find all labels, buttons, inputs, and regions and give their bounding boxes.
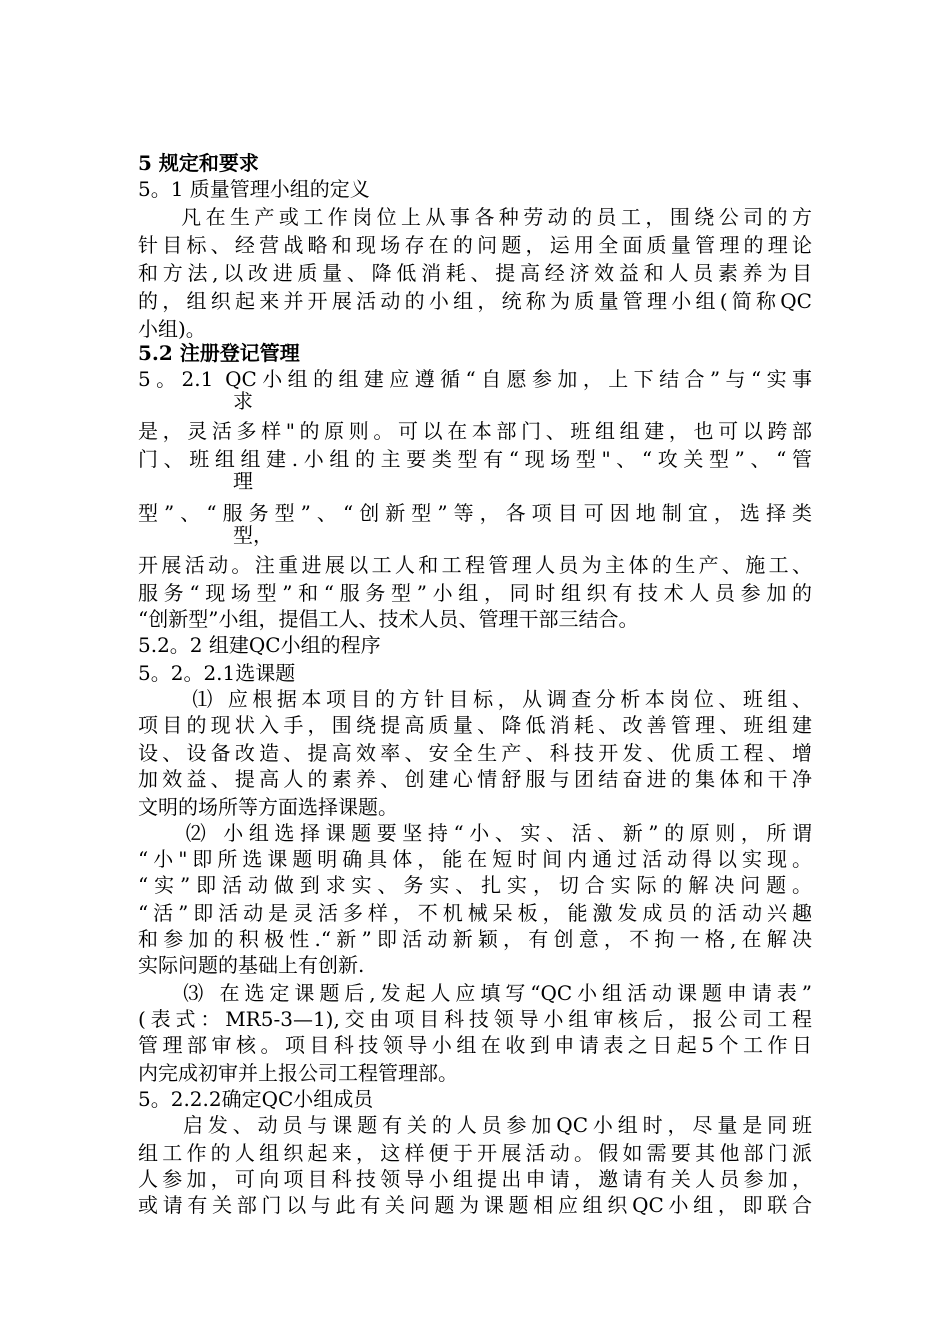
text-line: 内完成初审并上报公司工程管理部。 <box>138 1061 458 1085</box>
text-line: “活”即活动是灵活多样，不机械呆板，能激发成员的活动兴趣 <box>138 901 812 925</box>
text-line: 文明的场所等方面选择课题。 <box>138 795 398 819</box>
text-line: 人参加，可向项目科技领导小组提出申请，邀请有关人员参加， <box>138 1167 812 1191</box>
subsection-heading: 5.2 注册登记管理 <box>138 341 300 365</box>
wrap-fragment: 型， <box>233 523 273 547</box>
text-line: 服务“现场型”和“服务型”小组，同时组织有技术人员参加的 <box>138 581 812 605</box>
text-line: 管理部审核。项目科技领导小组在收到申请表之日起5个工作日 <box>138 1033 812 1057</box>
subsection-heading: 5.2。2 组建QC小组的程序 <box>138 633 381 657</box>
text-line: ⑵ 小组选择课题要坚持“小、实、活、新”的原则，所谓 <box>138 821 812 845</box>
text-line: 和参加的积极性.“新”即活动新颖，有创意，不拘一格,在解决 <box>138 927 812 951</box>
text-line: 开展活动。注重进展以工人和工程管理人员为主体的生产、施工、 <box>138 553 812 577</box>
text-line: 的，组织起来并开展活动的小组，统称为质量管理小组(简称QC <box>138 289 812 313</box>
text-line: “创新型”小组，提倡工人、技术人员、管理干部三结合。 <box>138 607 639 631</box>
text-line: 加效益、提高人的素养、创建心情舒服与团结奋进的集体和干净 <box>138 767 812 791</box>
text-line: 5。2.1 QC小组的组建应遵循“自愿参加，上下结合”与“实事 <box>138 367 812 391</box>
subsection-heading: 5。2.2.2确定QC小组成员 <box>138 1087 374 1111</box>
text-line: 凡在生产或工作岗位上从事各种劳动的员工，围绕公司的方 <box>138 205 812 229</box>
wrap-fragment: 求 <box>233 389 253 413</box>
text-line: “小"即所选课题明确具体，能在短时间内通过活动得以实现。 <box>138 847 812 871</box>
text-line: ⑶ 在选定课题后,发起人应填写“QC小组活动课题申请表” <box>138 981 812 1005</box>
text-line: 或请有关部门以与此有关问题为课题相应组织QC小组，即联合 <box>138 1193 812 1217</box>
text-line: (表式：MR5-3—1),交由项目科技领导小组审核后，报公司工程 <box>138 1007 812 1031</box>
text-line: 设、设备改造、提高效率、安全生产、科技开发、优质工程、增 <box>138 741 812 765</box>
text-line: 启发、动员与课题有关的人员参加QC小组时，尽量是同班 <box>138 1113 812 1137</box>
text-line: ⑴ 应根据本项目的方针目标，从调查分析本岗位、班组、 <box>138 687 812 711</box>
subsection-heading: 5。1 质量管理小组的定义 <box>138 177 370 201</box>
text-line: 组工作的人组织起来，这样便于开展活动。假如需要其他部门派 <box>138 1141 812 1165</box>
text-line: 是，灵活多样"的原则。可以在本部门、班组组建，也可以跨部 <box>138 419 812 443</box>
subsection-heading: 5。2。2.1选课题 <box>138 661 296 685</box>
text-line: 小组)。 <box>138 317 206 341</box>
text-line: 门、班组组建.小组的主要类型有“现场型"、“攻关型”、“管 <box>138 447 812 471</box>
text-line: 项目的现状入手，围绕提高质量、降低消耗、改善管理、班组建 <box>138 713 812 737</box>
text-line: 针目标、经营战略和现场存在的问题，运用全面质量管理的理论 <box>138 233 812 257</box>
text-line: “实”即活动做到求实、务实、扎实，切合实际的解决问题。 <box>138 873 812 897</box>
wrap-fragment: 理 <box>233 469 253 493</box>
section-heading: 5 规定和要求 <box>138 151 259 175</box>
text-line: 实际问题的基础上有创新. <box>138 953 365 977</box>
text-line: 型”、“服务型”、“创新型”等，各项目可因地制宜，选择类 <box>138 501 812 525</box>
text-line: 和方法,以改进质量、降低消耗、提高经济效益和人员素养为目 <box>138 261 812 285</box>
